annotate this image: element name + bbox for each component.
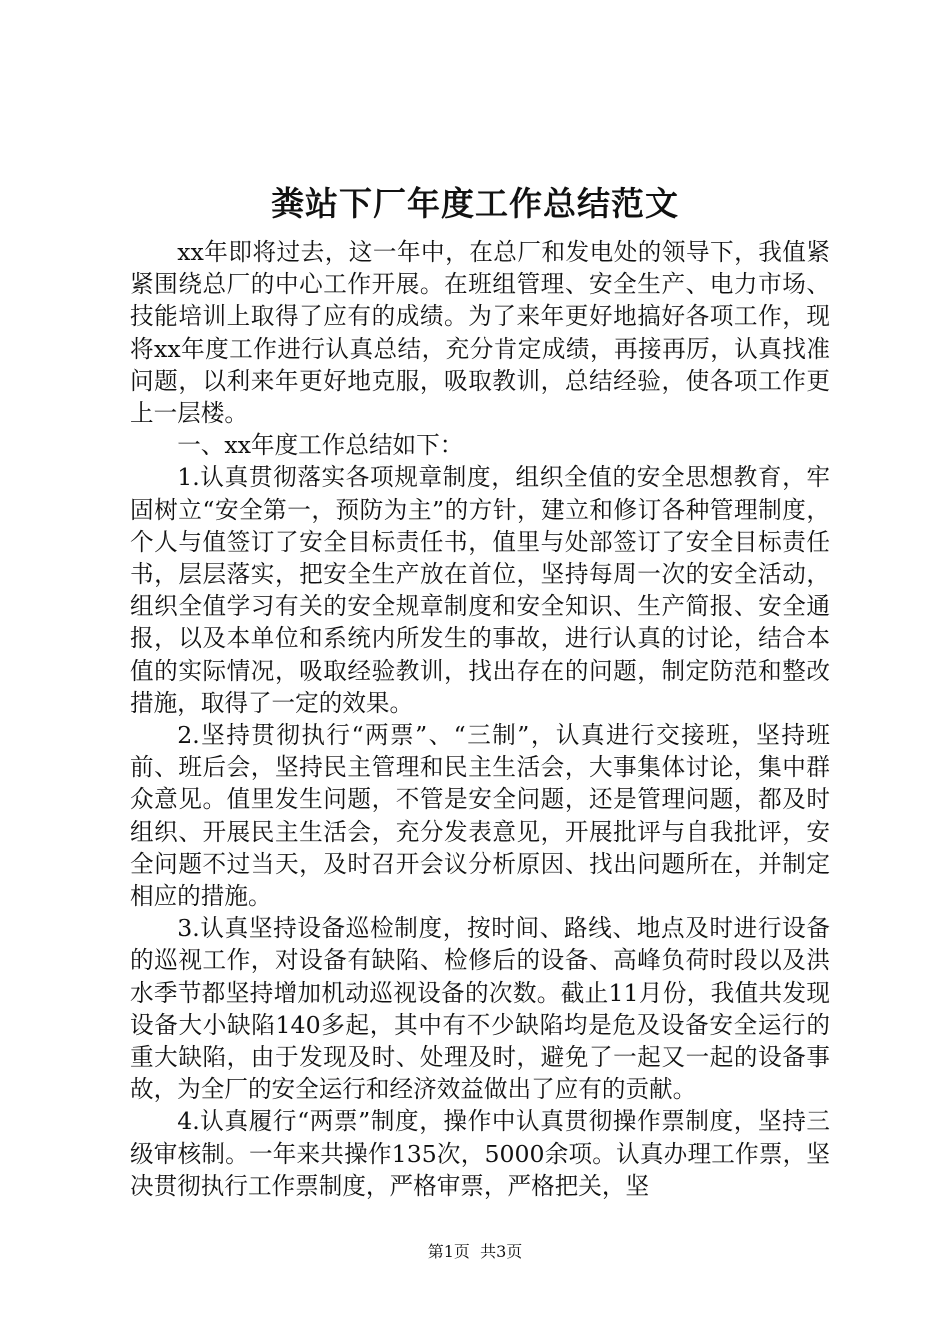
page-number-total: 共3页	[480, 1242, 523, 1261]
page-footer	[0, 1242, 950, 1262]
document-body	[130, 236, 830, 1202]
paragraph-intro: xx年即将过去，这一年中，在总厂和发电处的领导下，我值紧紧围绕总厂的中心工作开展。在班组管理、安全生产、电力市场、技能培训上取得了应有的成绩。为了来年更好地搞好各项工作，现将xx年度工作进行认真总结，充分肯定成绩，再接再厉，认真找准问题，以利来年更好地克服，吸取教训，总结经验，使各项工作更上一层楼。	[130, 238, 830, 428]
paragraph-item-1: 1.认真贯彻落实各项规章制度，组织全值的安全思想教育，牢固树立“安全第一，预防为主”的方针，建立和修订各种管理制度，个人与值签订了安全目标责任书，值里与处部签订了安全目标责任书，层层落实，把安全生产放在首位，坚持每周一次的安全活动，组织全值学习有关的安全规章制度和安全知识、生产简报、安全通报，以及本单位和系统内所发生的事故，进行认真的讨论，结合本值的实际情况，吸取经验教训，找出存在的问题，制定防范和整改措施，取得了一定的效果。	[130, 463, 830, 717]
document-title: 粪站下厂年度工作总结范文	[271, 184, 679, 223]
paragraph-section-heading: 一、xx年度工作总结如下：	[177, 431, 464, 460]
paragraph-item-2: 2.坚持贯彻执行“两票”、“三制”，认真进行交接班，坚持班前、班后会，坚持民主管理和民主生活会，大事集体讨论，集中群众意见。值里发生问题，不管是安全问题，还是管理问题，都及时组织、开展民主生活会，充分发表意见，开展批评与自我批评，安全问题不过当天，及时召开会议分析原因、找出问题所在，并制定相应的措施。	[130, 721, 830, 911]
page-number-current: 第1页	[427, 1242, 470, 1261]
footer-separator	[470, 1242, 480, 1261]
paragraph-item-3: 3.认真坚持设备巡检制度，按时间、路线、地点及时进行设备的巡视工作，对设备有缺陷、检修后的设备、高峰负荷时段以及洪水季节都坚持增加机动巡视设备的次数。截止11月份，我值共发现设备大小缺陷140多起，其中有不少缺陷均是危及设备安全运行的重大缺陷，由于发现及时、处理及时，避免了一起又一起的设备事故，为全厂的安全运行和经济效益做出了应有的贡献。	[130, 914, 830, 1104]
paragraph-item-4: 4.认真履行“两票”制度，操作中认真贯彻操作票制度，坚持三级审核制。一年来共操作135次，5000余项。认真办理工作票，坚决贯彻执行工作票制度，严格审票，严格把关，坚	[130, 1107, 830, 1200]
